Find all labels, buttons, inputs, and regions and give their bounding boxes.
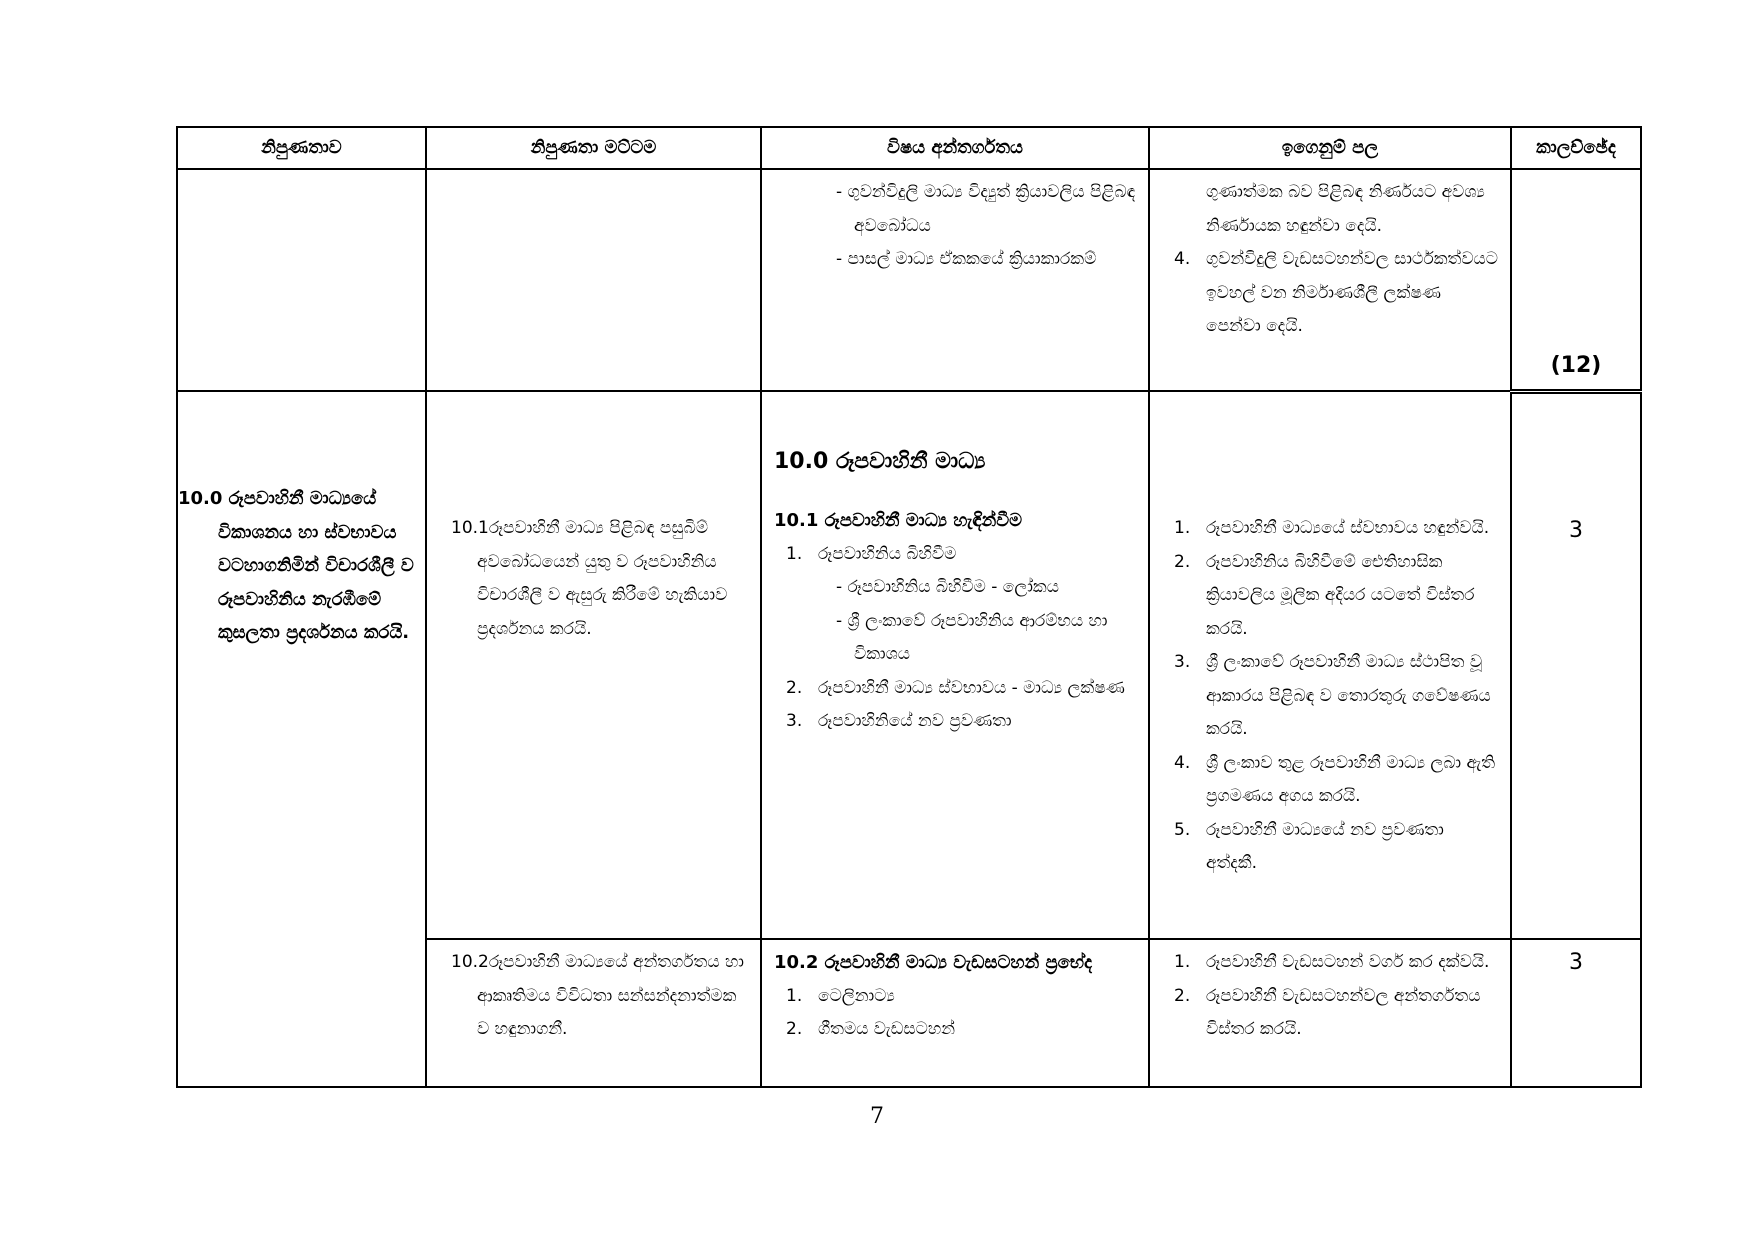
content-cell bbox=[761, 391, 1149, 939]
outcomes-cell bbox=[1149, 169, 1511, 391]
list-item: 1. රූපවාහිනිය බිහිවීම bbox=[786, 543, 957, 564]
header-periods: කාලච්ඡේද bbox=[1511, 127, 1641, 169]
list-item: 2. රූපවාහිනිය බිහිවීමේ ඓතිහාසික ක්‍රියාවලිය මූලික අදියර යටතේ විස්තර කරයි. bbox=[1174, 551, 1475, 639]
competency-level-cell bbox=[426, 169, 761, 391]
list-item: 3. ශ්‍රී ලංකාවේ රූපවාහිනී මාධ්‍ය ස්ථාපිත වූ ආකාරය පිළිබඳ ව තොරතුරු ගවේෂණය කරයි. bbox=[1174, 652, 1491, 739]
content-item: - පාසල් මාධ්‍ය ඒකකයේ ක්‍රියාකාරකම් bbox=[836, 249, 1097, 269]
competency-level-cell bbox=[426, 939, 761, 1087]
period-value: (12) bbox=[1550, 353, 1602, 378]
outcomes-cell bbox=[1149, 391, 1511, 939]
content-item: - ගුවන්විදුලි මාධ්‍ය විද්‍යුත් ක්‍රියාවලිය පිළිබඳ අවබෝධය bbox=[836, 182, 1136, 236]
list-item: 1. ටෙලිනාට්‍ය bbox=[786, 985, 895, 1006]
content-subtitle: 10.2 රූපවාහිනී මාධ්‍ය වැඩසටහන් ප්‍රභේද bbox=[774, 952, 1093, 973]
competency-cell bbox=[177, 169, 426, 391]
header-competency-level: නිපුණතා මට්ටම bbox=[426, 127, 761, 169]
competency-level-text: 10.2රූපවාහිනී මාධ්‍යයේ අන්තර්ගතය හා ආකෘතිමය විවිධතා සන්සන්දනාත්මක ව හඳුනාගනී. bbox=[451, 952, 744, 1039]
period-cell bbox=[1511, 391, 1641, 939]
table-row bbox=[177, 169, 1641, 391]
content-subtitle: 10.1 රූපවාහිනී මාධ්‍ය හැඳින්වීම bbox=[774, 510, 1023, 531]
list-item: 4. ගුවන්විදුලි වැඩසටහන්වල සාර්ථකත්වයට ඉවහල් වන නිර්මාණශීලී ලක්ෂණ පෙන්වා දෙයි. bbox=[1174, 249, 1498, 336]
period-value: 3 bbox=[1569, 517, 1583, 543]
competency-text: 10.0 රූපවාහිනී මාධ්‍යයේ විකාශනය හා ස්වභාවය වටහාගනිමින් විචාරශීලී ව රූපවාහිනිය නැරඹීමේ කුසලතා ප්‍රදර්ශනය කරයි. bbox=[178, 488, 414, 643]
list-item: 5. රූපවාහිනී මාධ්‍යයේ නව ප්‍රවණතා අත්දකී. bbox=[1174, 819, 1444, 873]
list-item: 4. ශ්‍රී ලංකාව තුළ රූපවාහිනී මාධ්‍ය ලබා ඇති ප්‍රගමණය අගය කරයි. bbox=[1174, 752, 1496, 806]
period-cell bbox=[1511, 169, 1641, 391]
content-subitem: - ශ්‍රී ලංකාවේ රූපවාහිනිය ආරම්භය හා විකාශය bbox=[836, 610, 1108, 664]
competency-cell bbox=[177, 391, 426, 1087]
header-content: විෂය අන්තර්ගතය bbox=[761, 127, 1149, 169]
page-number: 7 bbox=[870, 1104, 884, 1129]
outcomes-cell bbox=[1149, 939, 1511, 1087]
list-item: 1. රූපවාහිනී මාධ්‍යයේ ස්වභාවය හඳුන්වයි. bbox=[1174, 518, 1490, 538]
syllabus-table bbox=[176, 126, 1642, 1088]
period-cell bbox=[1511, 939, 1641, 1087]
content-title: 10.0 රූපවාහිනී මාධ්‍ය bbox=[774, 449, 986, 474]
list-item: 1. රූපවාහිනී වැඩසටහන් වර්ග කර දක්වයි. bbox=[1174, 952, 1490, 972]
list-item: 2. ගීතමය වැඩසටහන් bbox=[786, 1019, 956, 1039]
period-value: 3 bbox=[1569, 950, 1583, 975]
list-item: 2. රූපවාහිනී මාධ්‍ය ස්වභාවය - මාධ්‍ය ලක්ෂණ bbox=[786, 677, 1125, 698]
header-competency: නිපුණතාව bbox=[177, 127, 426, 169]
content-cell bbox=[761, 939, 1149, 1087]
list-item: 2. රූපවාහිනී වැඩසටහන්වල අන්තර්ගතය විස්තර කරයි. bbox=[1174, 985, 1481, 1039]
content-cell bbox=[761, 169, 1149, 391]
header-row bbox=[177, 127, 1641, 169]
content-subitem: - රූපවාහිනිය බිහිවීම - ලෝකය bbox=[836, 577, 1059, 597]
competency-level-text: 10.1රූපවාහිනී මාධ්‍ය පිළිබඳ පසුබිම් අවබෝධයෙන් යුතු ව රූපවාහිනිය විචාරශීලී ව ඇසුරු කිරීමේ හැකියාව ප්‍රදර්ශනය කරයි. bbox=[451, 518, 728, 639]
competency-level-cell bbox=[426, 391, 761, 939]
table-row bbox=[177, 391, 1641, 939]
list-item: 3. රූපවාහිනියේ නව ප්‍රවණතා bbox=[786, 711, 1012, 731]
outcome-continuation: ගුණාත්මක බව පිළිබඳ නිර්ණයට අවශ්‍ය නිර්ණායක හඳුන්වා දෙයි. bbox=[1206, 182, 1485, 236]
header-learning-outcomes: ඉගෙනුම් පල bbox=[1149, 127, 1511, 169]
